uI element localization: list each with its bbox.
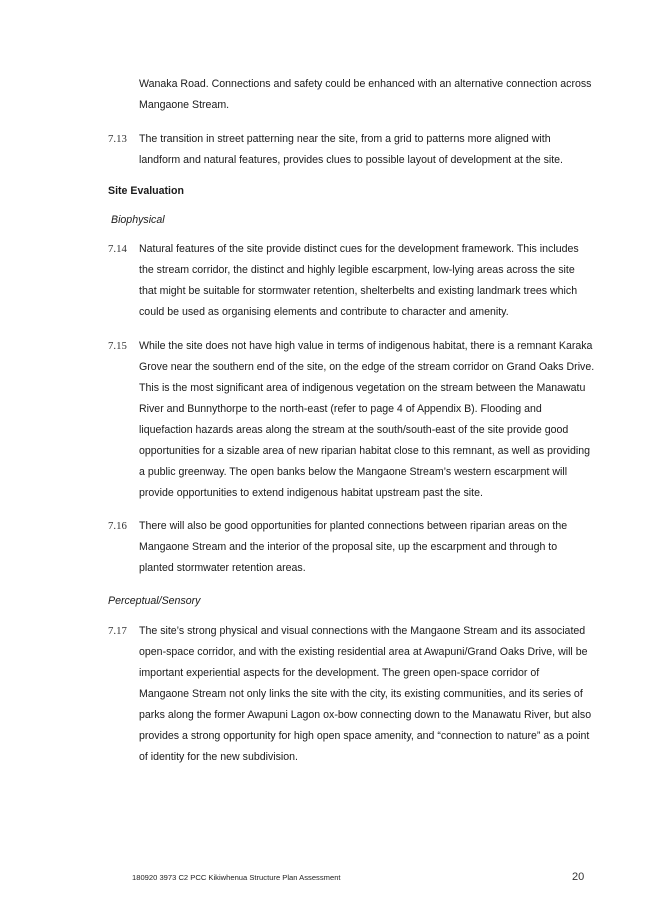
paragraph-line: provides a strong opportunity for high open space amenity, and “connection to nature” as a point <box>139 730 590 742</box>
paragraph-line: planted stormwater retention areas. <box>139 562 306 574</box>
paragraph-line: The transition in street patterning near the site, from a grid to patterns more aligned with <box>139 133 551 145</box>
footer-document-reference: 180920 3973 C2 PCC Kikiwhenua Structure Plan Assessment <box>132 873 341 882</box>
paragraph-line: liquefaction hazards areas along the stream at the south/south-east of the site provide good <box>139 424 569 436</box>
paragraph-line: of identity for the new subdivision. <box>139 751 298 763</box>
paragraph-line: landform and natural features, provides clues to possible layout of development at the site. <box>139 154 563 166</box>
paragraph-line: a public greenway. The open banks below the Mangaone Stream’s western escarpment will <box>139 466 568 478</box>
paragraph-line: Mangaone Stream not only links the site with the city, its existing communities, and its series of <box>139 688 583 700</box>
subsection-heading: Perceptual/Sensory <box>108 595 201 607</box>
section-heading: Site Evaluation <box>108 185 184 197</box>
paragraph-number: 7.16 <box>108 520 127 532</box>
paragraph-number: 7.14 <box>108 243 127 255</box>
paragraph-line: The site’s strong physical and visual connections with the Mangaone Stream and its associated <box>139 625 586 637</box>
paragraph-number: 7.13 <box>108 133 127 145</box>
paragraph-line: that might be suitable for stormwater retention, shelterbelts and existing landmark trees which <box>139 285 578 297</box>
paragraph-line: Natural features of the site provide distinct cues for the development framework. This includes <box>139 243 579 255</box>
paragraph-line: While the site does not have high value in terms of indigenous habitat, there is a remnant Karaka <box>139 340 593 352</box>
paragraph-line: important experiential aspects for the development. The green open-space corridor of <box>139 667 540 679</box>
paragraph-line: There will also be good opportunities for planted connections between riparian areas on the <box>139 520 568 532</box>
paragraph-line: parks along the former Awapuni Lagon ox-bow connecting down to the Manawatu River, but also <box>139 709 592 721</box>
subsection-heading: Biophysical <box>111 214 165 226</box>
paragraph-line: Mangaone Stream. <box>139 99 230 111</box>
paragraph-line: Grove near the southern end of the site, on the edge of the stream corridor on Grand Oaks Drive. <box>139 361 595 373</box>
paragraph-number: 7.15 <box>108 340 127 352</box>
paragraph-line: provide opportunities to extend indigenous habitat upstream past the site. <box>139 487 483 499</box>
paragraph-line: River and Bunnythorpe to the north-east (refer to page 4 of Appendix B). Flooding and <box>139 403 542 415</box>
paragraph-line: opportunities for a sizable area of new riparian habitat close to this remnant, as well as providing <box>139 445 591 457</box>
paragraph-number: 7.17 <box>108 625 127 637</box>
paragraph-line: Mangaone Stream and the interior of the proposal site, up the escarpment and through to <box>139 541 558 553</box>
paragraph-line: the stream corridor, the distinct and highly legible escarpment, low-lying areas across the site <box>139 264 575 276</box>
paragraph-line: could be used as organising elements and contribute to character and amenity. <box>139 306 509 318</box>
paragraph-line: This is the most significant area of indigenous vegetation on the stream between the Manawatu <box>139 382 586 394</box>
paragraph-line: open-space corridor, and with the existing residential area at Awapuni/Grand Oaks Drive, will be <box>139 646 588 658</box>
paragraph-line: Wanaka Road. Connections and safety could be enhanced with an alternative connection across <box>139 78 592 90</box>
page-number: 20 <box>572 871 585 883</box>
